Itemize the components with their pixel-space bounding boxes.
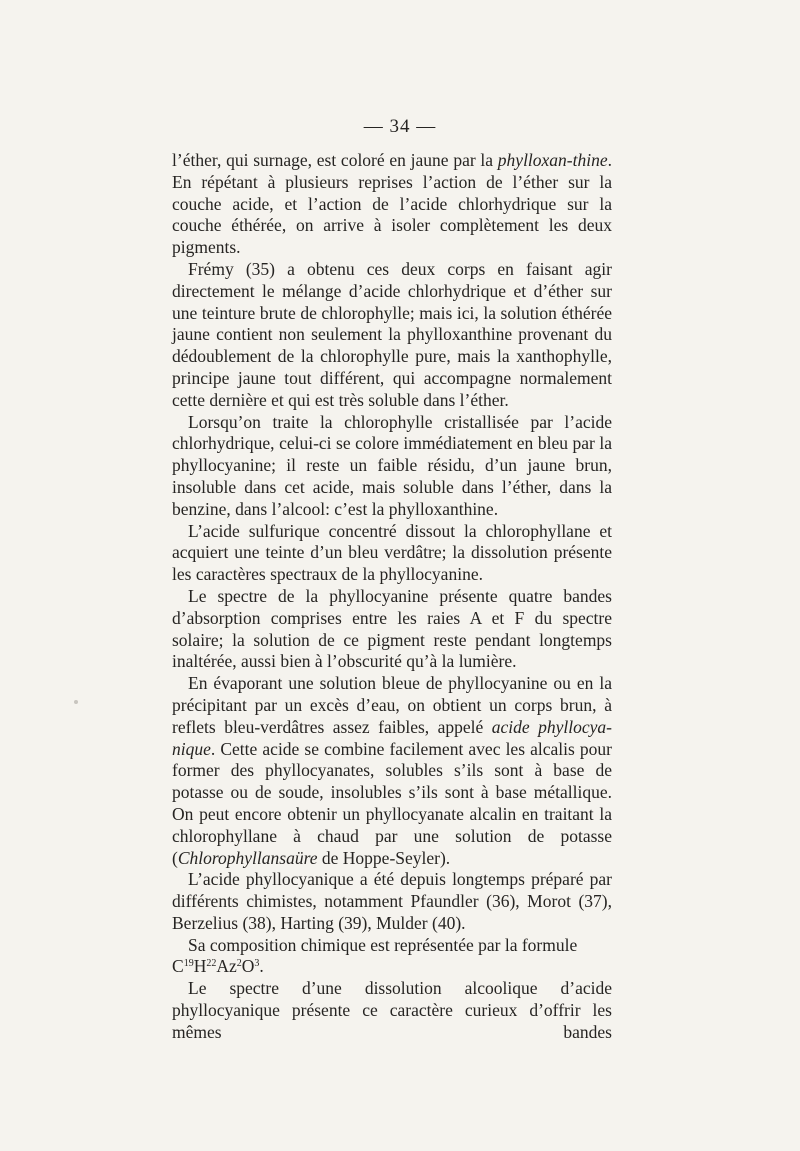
paragraph-1 [172,150,612,259]
paragraph-2: Frémy (35) a obtenu ces deux corps en faisant agir directement le mélange d’acide chlorhydrique et d’éther sur une teinture brute de chlorophylle; mais ici, la solution éthérée jaune contient non seulement la phylloxanthine provenant du dédoublement de la chlorophylle pure, mais la xanthophylle, principe jaune tout différent, qui accompagne normalement cette dernière et qui est très soluble dans l’éther. [172,258,612,410]
paragraph-3: Lorsqu’on traite la chlorophylle cristallisée par l’acide chlorhydrique, celui-ci se colore immédiatement en bleu par la phyllocyanine; il reste un faible résidu, d’un jaune brun, insoluble dans cet acide, mais soluble dans l’éther, dans la benzine, dans l’alcool: c’est la phylloxanthine. [172,411,612,519]
paper-speck [74,700,78,704]
text-run: Sa composition chimique est représentée par la formule [188,934,578,955]
paragraph-6 [172,673,612,869]
text-run: En évaporant une solution bleue de phyllocyanine ou en la précipitant par un excès d’eau, on obtient un corps brun, à reflets bleu-verdâtres assez faibles, appelé [172,673,612,737]
chemical-formula: $C^{19}H^{22}Az^2O^3$. [172,956,264,977]
paragraph-5: Le spectre de la phyllocyanine présente quatre bandes d’absorption comprises entre les raies A et F du spectre solaire; la solution de ce pigment reste pendant longtemps inaltérée, aussi bien à l’obscurité qu’à la lumière. [172,585,612,672]
italic-term: phylloxan-thine [497,150,608,170]
text-run: de Hoppe-Seyler). [317,847,451,868]
text-run: l’éther, qui surnage, est coloré en jaune par la [172,150,498,170]
page-number: — 34 — [363,116,437,137]
body-text [172,150,612,1044]
paragraph-7: L’acide phyllocyanique a été depuis longtemps préparé par différents chimistes, notamment Pfaundler (36), Morot (37), Berzelius (38), Harting (39), Mulder (40). [172,869,612,933]
italic-term: Chlorophyllansaüre [177,847,318,868]
text-run: . En répétant à plusieurs reprises l’action de l’éther sur la couche acide, et l’action de l’acide chlorhydrique sur la couche éthérée, on arrive à isoler complètement les deux pigments. [172,150,612,258]
paragraph-4: L’acide sulfurique concentré dissout la chlorophyllane et acquiert une teinte d’un bleu verdâtre; la dissolution présente les caractères spectraux de la phyllocyanine. [172,520,612,585]
paragraph-9: Le spectre d’une dissolution alcoolique d’acide phyllocyanique présente ce caractère curieux d’offrir les mêmes bandes [172,978,612,1042]
paragraph-8 [172,935,612,979]
text-run: . Cette acide se combine facilement avec les alcalis pour former des phyllocyanates, solubles s’ils sont à base de potasse ou de soude, insolubles s’ils sont à base métallique. On peut encore obtenir un phyllocyanate alcalin en traitant la chlorophyllane à chaud par une solution de potasse ( [172,738,612,868]
italic-term: acide phyllocya-nique [172,716,612,759]
